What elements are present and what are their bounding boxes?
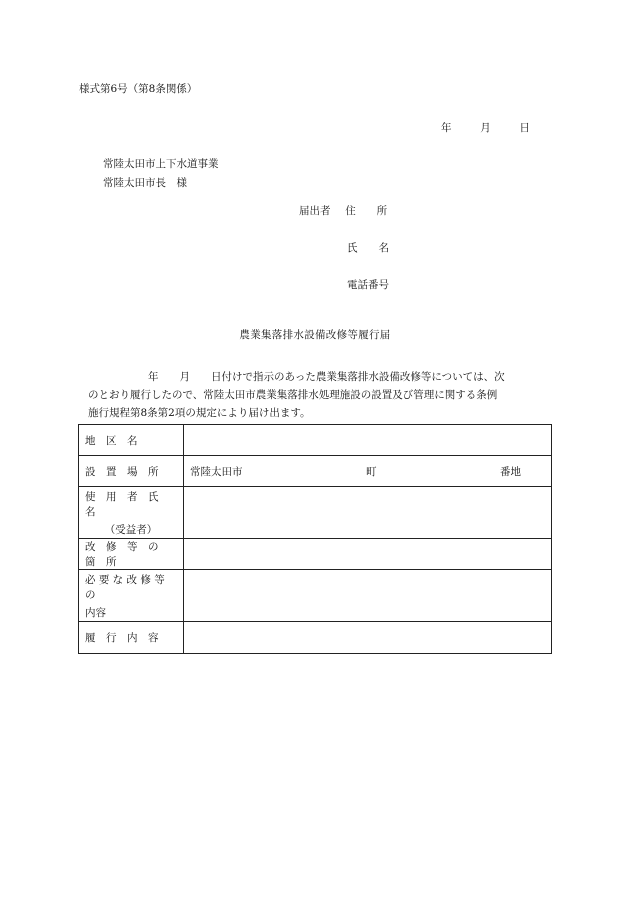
district-label: 地 区 名 [79,425,184,456]
table-row-performance [79,622,552,654]
document-title: 農業集落排水設備改修等履行届 [239,329,391,341]
repair-place-label: 改 修 等 の 箇 所 [79,539,184,570]
user-value-cell[interactable] [184,487,552,539]
body-paragraph [88,368,548,422]
user-label: 使 用 者 氏 名 （受益者） [79,487,184,539]
report-form-table [78,424,552,654]
date-line [441,120,530,135]
addressee-line-1: 常陸太田市上下水道事業 [103,158,219,170]
repair-content-label: 必 要 な 改 修 等 の 内容 [79,570,184,622]
address-label: 住 所 [345,205,388,217]
form-number: 様式第6号（第8条関係） [79,83,198,95]
location-value-cell[interactable] [184,456,552,487]
body-line-2: のとおり履行したので、常陸太田市農業集落排水処理施設の設置及び管理に関する条例 [88,389,498,401]
location-label: 設 置 場 所 [79,456,184,487]
table-row-user [79,487,552,539]
repair-place-value-cell[interactable] [184,539,552,570]
location-lot: 番地 [500,465,521,478]
applicant-label: 届出者 [299,205,331,217]
location-town: 町 [366,465,377,478]
user-sublabel: （受益者） [104,523,158,536]
phone-label: 電話番号 [347,279,389,291]
date-year-label: 年 [441,122,452,134]
table-row-repair-place [79,539,552,570]
addressee-line-2: 常陸太田市長 様 [103,177,187,189]
date-month-label: 月 [480,122,491,134]
district-value-cell[interactable] [184,425,552,456]
body-line-1: 年 月 日付けで指示のあった農業集落排水設備改修等については、次 [148,371,505,383]
performance-value-cell[interactable] [184,622,552,654]
applicant-address-row [299,203,387,218]
name-label: 氏 名 [347,242,389,254]
performance-label: 履 行 内 容 [79,622,184,654]
location-city: 常陸太田市 [190,465,243,478]
repair-content-value-cell[interactable] [184,570,552,622]
body-line-3: 施行規程第8条第2項の規定により届け出ます。 [88,407,311,419]
date-day-label: 日 [519,122,530,134]
table-row-district [79,425,552,456]
table-row-location [79,456,552,487]
table-row-repair-content [79,570,552,622]
